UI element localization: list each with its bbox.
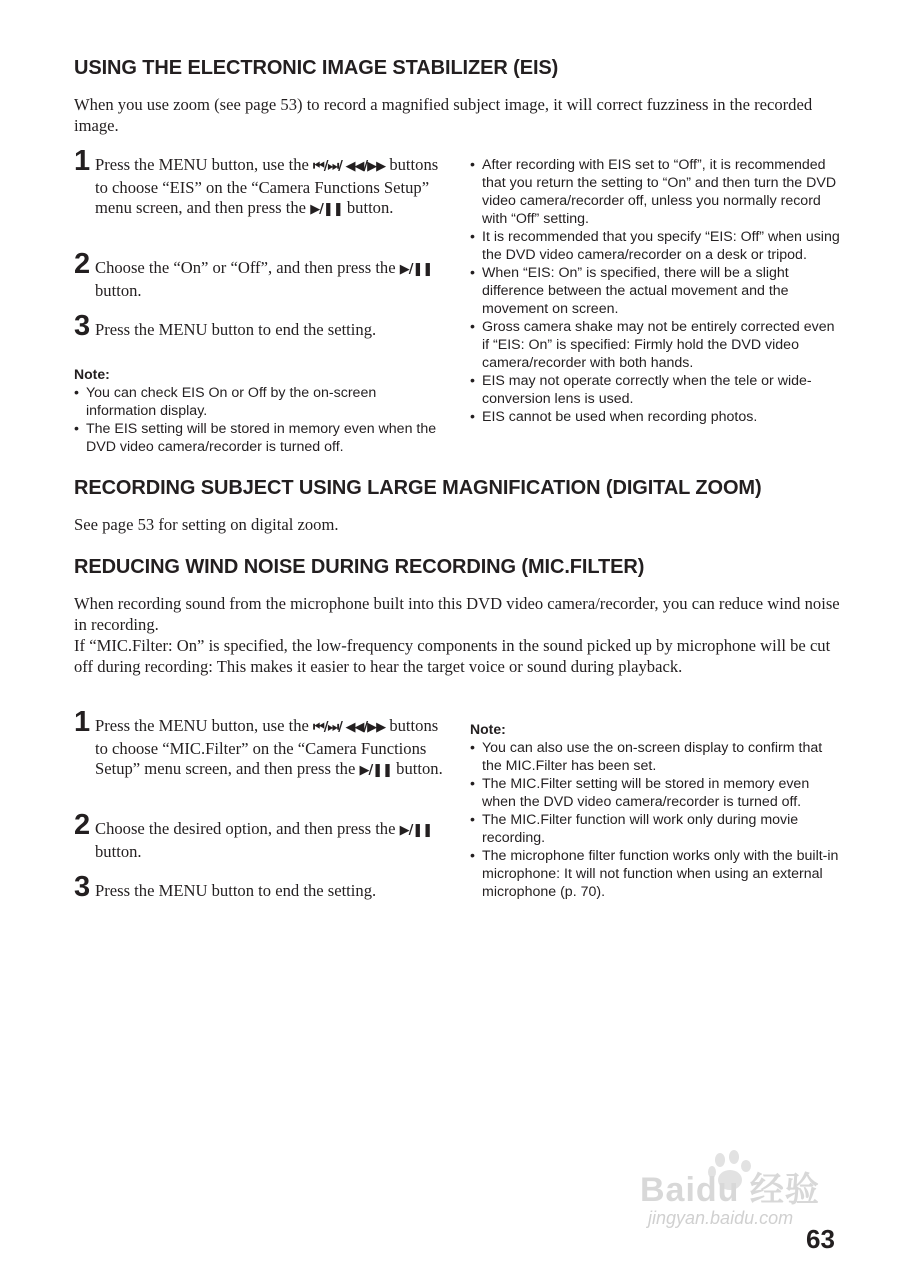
play-pause-icon: ▶/❚❚ [399, 262, 433, 277]
step-number: 3 [74, 310, 91, 342]
skip-search-buttons-icon: ⏮/⏭/ ◀◀/▶▶ [313, 720, 386, 735]
watermark-url: jingyan.baidu.com [648, 1208, 794, 1228]
eis-step-1: 1 Press the MENU button, use the ⏮/⏭/ ◀◀/▶▶ buttons to choose “EIS” on the “Camera Functions Setup” menu screen, and then press the ▶/❚❚ button. [74, 145, 439, 218]
list-item: • You can also use the on-screen display to confirm that the MIC.Filter has been set. [470, 739, 844, 775]
mic-step-2: 2 Choose the desired option, and then press the ▶/❚❚ button. [74, 809, 433, 861]
list-item: • The MIC.Filter setting will be stored in memory even when the DVD video camera/recorder is turned off. [470, 775, 844, 811]
mic-step-1: 1 Press the MENU button, use the ⏮/⏭/ ◀◀/▶▶ buttons to choose “MIC.Filter” on the “Camera Functions Setup” menu screen, and then press the ▶/❚❚ button. [74, 706, 443, 779]
play-pause-icon: ▶/❚❚ [359, 763, 393, 779]
list-item: • The MIC.Filter function will work only during movie recording. [470, 811, 844, 847]
list-item: • You can check EIS On or Off by the on-screen information display. [74, 384, 446, 420]
section-title-digital-zoom: RECORDING SUBJECT USING LARGE MAGNIFICATION (DIGITAL ZOOM) [74, 477, 762, 499]
step-number: 2 [74, 809, 91, 841]
watermark-logo: Baidu 经验 [640, 1171, 820, 1209]
step-number: 3 [74, 871, 91, 903]
eis-notes-right [470, 156, 842, 426]
mic-note-title: Note: [470, 721, 506, 737]
step-number: 2 [74, 248, 91, 280]
mic-step-3: 3 Press the MENU button to end the setting. [74, 871, 377, 903]
page-number: 63 [806, 1224, 835, 1254]
eis-notes-left [74, 384, 446, 456]
list-item: • The EIS setting will be stored in memory even when the DVD video camera/recorder is turned off. [74, 420, 446, 456]
mic-notes [470, 739, 844, 901]
eis-intro: When you use zoom (see page 53) to record a magnified subject image, it will correct fuzziness in the recorded image. [74, 95, 813, 135]
eis-note-title: Note: [74, 366, 110, 382]
mic-filter-intro: When recording sound from the microphone built into this DVD video camera/recorder, you can reduce wind noise in recording. If “MIC.Filter: On” is specified, the low-frequency components in the sound picked up by microphone will be cut off during recording: This makes it easier to hear the target voice or sound during playback. [74, 594, 840, 676]
list-item: • EIS may not operate correctly when the tele or wide-conversion lens is used. [470, 372, 842, 408]
section-title-mic-filter: REDUCING WIND NOISE DURING RECORDING (MIC.FILTER) [74, 556, 645, 578]
section-title-eis: USING THE ELECTRONIC IMAGE STABILIZER (EIS) [74, 57, 559, 79]
list-item: • Gross camera shake may not be entirely corrected even if “EIS: On” is specified: Firmly hold the DVD video camera/recorder with both hands. [470, 318, 842, 372]
list-item: • It is recommended that you specify “EIS: Off” when using the DVD video camera/recorder on a desk or tripod. [470, 228, 842, 264]
list-item: • When “EIS: On” is specified, there will be a slight difference between the actual movement and the movement on screen. [470, 264, 842, 318]
list-item: • The microphone filter function works only with the built-in microphone: It will not function when using an external microphone (p. 70). [470, 847, 844, 901]
eis-step-2: 2 Choose the “On” or “Off”, and then press the ▶/❚❚ button. [74, 248, 433, 300]
list-item: • After recording with EIS set to “Off”, it is recommended that you return the setting to “On” and then turn the DVD video camera/recorder off, unless you normally record with “Off” setting. [470, 156, 842, 228]
list-item: • EIS cannot be used when recording photos. [470, 408, 842, 426]
skip-search-buttons-icon: ⏮/⏭/ ◀◀/▶▶ [313, 159, 386, 174]
step-number: 1 [74, 145, 91, 177]
digital-zoom-text: See page 53 for setting on digital zoom. [74, 515, 339, 534]
play-pause-icon: ▶/❚❚ [310, 202, 343, 218]
step-number: 1 [74, 706, 91, 738]
play-pause-icon: ▶/❚❚ [399, 823, 433, 838]
eis-step-3: 3 Press the MENU button to end the setting. [74, 310, 377, 342]
